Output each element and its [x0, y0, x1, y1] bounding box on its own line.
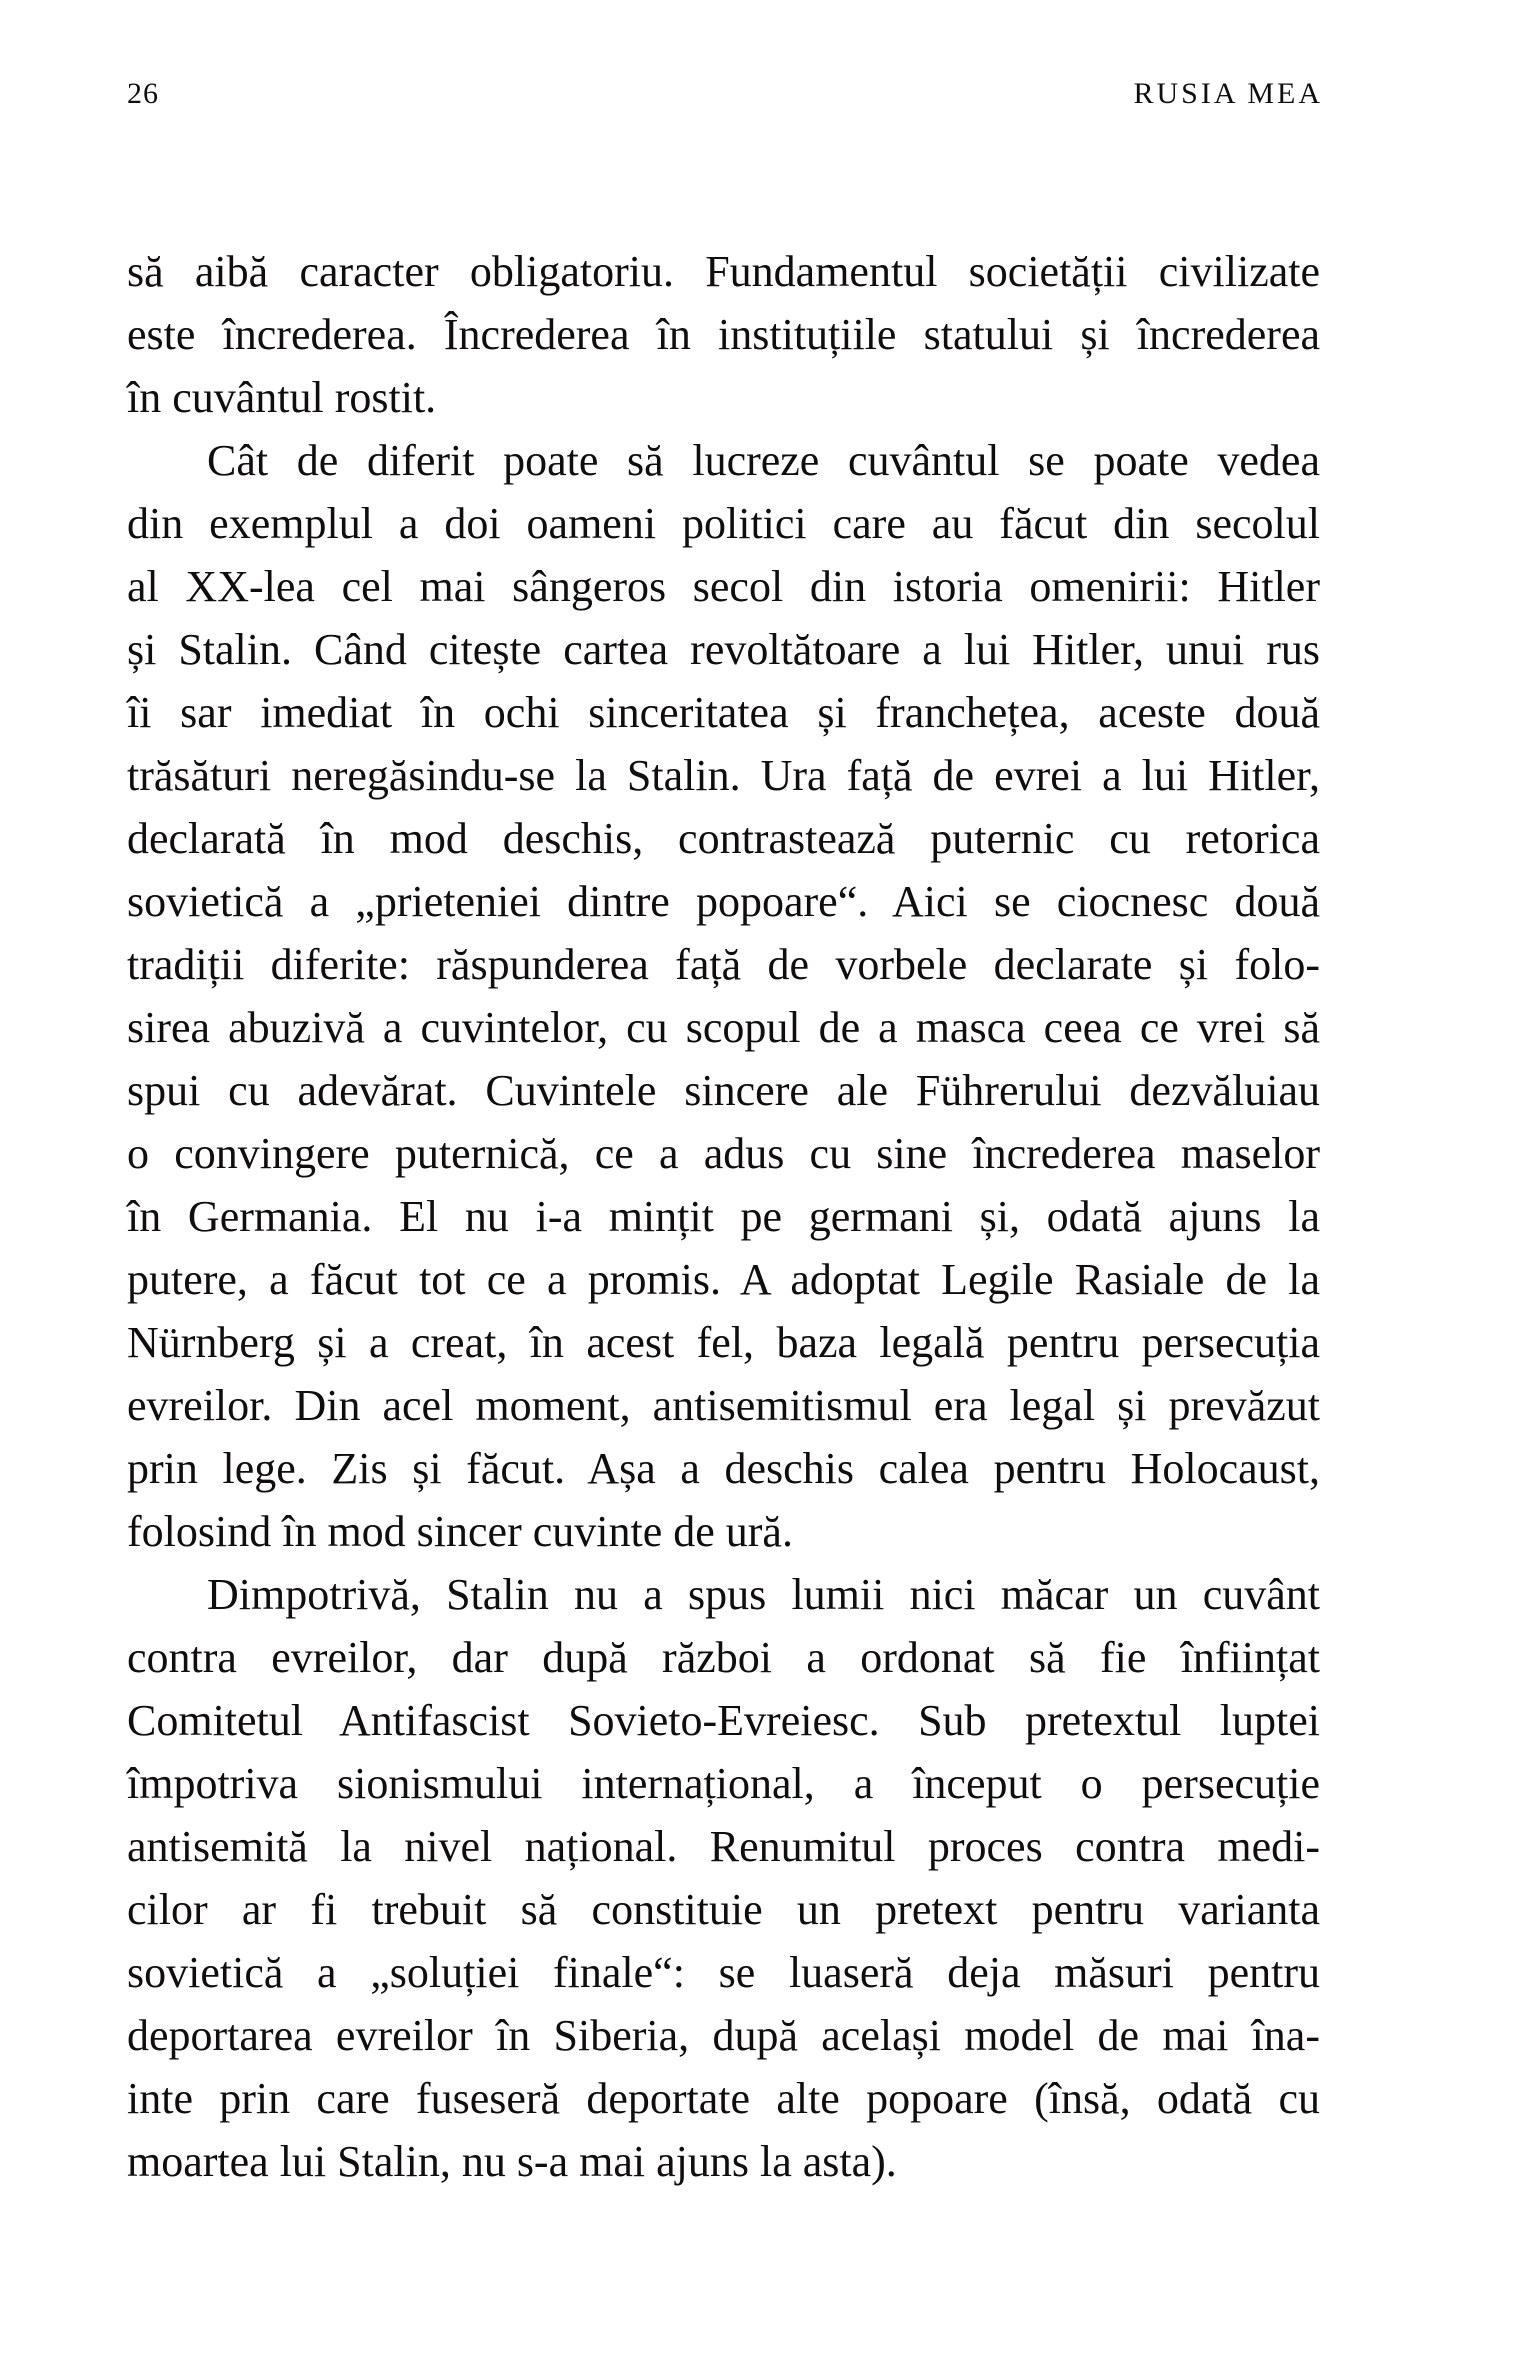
- text-line: inte prin care fuseseră deportate alte popoare (însă, odată cu: [127, 2074, 1320, 2123]
- running-title: RUSIA MEA: [1133, 77, 1323, 110]
- text-line: evreilor. Din acel moment, antisemitismul era legal și prevăzut: [127, 1381, 1320, 1430]
- text-line: deportarea evreilor în Siberia, după același model de mai îna-: [127, 2011, 1320, 2060]
- running-header: [127, 76, 1323, 112]
- text-line: tradiții diferite: răspunderea față de vorbele declarate și folo-: [127, 940, 1320, 989]
- text-line: în cuvântul rostit.: [127, 373, 437, 422]
- text-line: o convingere puternică, ce a adus cu sine încrederea maselor: [127, 1129, 1320, 1178]
- text-line: Dimpotrivă, Stalin nu a spus lumii nici măcar un cuvânt: [207, 1570, 1320, 1619]
- text-line: sovietică a „prieteniei dintre popoare“. Aici se ciocnesc două: [127, 877, 1320, 926]
- text-line: sovietică a „soluției finale“: se luaseră deja măsuri pentru: [127, 1948, 1320, 1997]
- text-line: antisemită la nivel național. Renumitul proces contra medi-: [127, 1822, 1320, 1871]
- text-line: declarată în mod deschis, contrastează puternic cu retorica: [127, 814, 1320, 863]
- text-line: contra evreilor, dar după război a ordonat să fie înființat: [127, 1633, 1320, 1682]
- text-line: să aibă caracter obligatoriu. Fundamentul societății civilizate: [127, 247, 1320, 296]
- page-body: [127, 240, 1320, 2193]
- text-line: este încrederea. Încrederea în instituțiile statului și încrederea: [127, 310, 1320, 359]
- text-line: Cât de diferit poate să lucreze cuvântul se poate vedea: [207, 436, 1320, 485]
- text-line: din exemplul a doi oameni politici care au făcut din secolul: [127, 499, 1320, 548]
- text-line: Comitetul Antifascist Sovieto-Evreiesc. Sub pretextul luptei: [127, 1696, 1320, 1745]
- page-number: 26: [127, 77, 159, 110]
- text-line: cilor ar fi trebuit să constituie un pretext pentru varianta: [127, 1885, 1320, 1934]
- text-line: folosind în mod sincer cuvinte de ură.: [127, 1507, 793, 1556]
- text-line: moartea lui Stalin, nu s-a mai ajuns la asta).: [127, 2137, 897, 2186]
- text-line: Nürnberg și a creat, în acest fel, baza legală pentru persecuția: [127, 1318, 1320, 1367]
- text-line: prin lege. Zis și făcut. Așa a deschis calea pentru Holocaust,: [127, 1444, 1320, 1493]
- text-line: împotriva sionismului internațional, a început o persecuție: [127, 1759, 1320, 1808]
- paragraph: [127, 1563, 1320, 2193]
- paragraph: [127, 429, 1320, 1563]
- text-line: sirea abuzivă a cuvintelor, cu scopul de a masca ceea ce vrei să: [127, 1003, 1320, 1052]
- paragraph: [127, 240, 1320, 429]
- text-line: și Stalin. Când citește cartea revoltătoare a lui Hitler, unui rus: [127, 625, 1320, 674]
- text-line: spui cu adevărat. Cuvintele sincere ale Führerului dezvăluiau: [127, 1066, 1320, 1115]
- text-line: îi sar imediat în ochi sinceritatea și franchețea, aceste două: [127, 688, 1320, 737]
- text-line: trăsături neregăsindu-se la Stalin. Ura față de evrei a lui Hitler,: [127, 751, 1320, 800]
- text-line: al XX-lea cel mai sângeros secol din istoria omenirii: Hitler: [127, 562, 1320, 611]
- text-line: putere, a făcut tot ce a promis. A adoptat Legile Rasiale de la: [127, 1255, 1320, 1304]
- text-line: în Germania. El nu i-a mințit pe germani și, odată ajuns la: [127, 1192, 1320, 1241]
